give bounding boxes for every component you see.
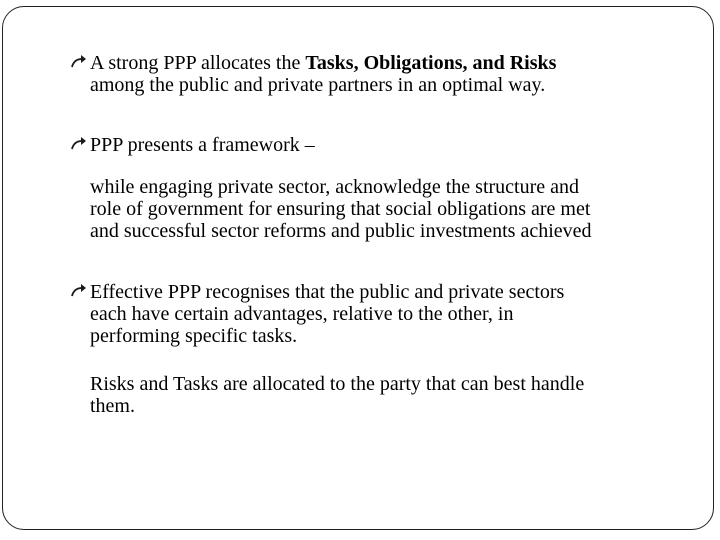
- bullet-3-line-3: performing specific tasks.: [90, 325, 298, 347]
- curved-arrow-bullet-icon: [70, 282, 88, 302]
- bullet-item-framework: [0, 134, 720, 156]
- bullet-item-ppp-allocation: [0, 52, 720, 96]
- paragraph-1-line-2: role of government for ensuring that social obligations are met: [90, 198, 591, 220]
- bullet-item-effective-ppp: [0, 281, 720, 347]
- bullet-1-line-1: [0, 52, 720, 74]
- bullet-1-line-2: among the public and private partners in an optimal way.: [90, 74, 546, 96]
- paragraph-framework-detail: [90, 176, 710, 242]
- paragraph-risk-allocation: [90, 373, 710, 417]
- bullet-3-line-2: each have certain advantages, relative to the other, in: [90, 303, 514, 325]
- bullet-1-text: A strong PPP allocates the: [90, 52, 306, 74]
- bullet-3-line-1: Effective PPP recognises that the public and private sectors: [90, 281, 565, 303]
- curved-arrow-bullet-icon: [70, 135, 88, 155]
- bullet-2-line-1: PPP presents a framework –: [90, 134, 315, 156]
- bullet-1-bold-text: Tasks, Obligations, and Risks: [305, 52, 557, 74]
- paragraph-2-line-1: Risks and Tasks are allocated to the party that can best handle: [90, 373, 585, 395]
- paragraph-2-line-2: them.: [90, 395, 135, 417]
- paragraph-1-line-3: and successful sector reforms and public investments achieved: [90, 220, 592, 242]
- paragraph-1-line-1: while engaging private sector, acknowledge the structure and: [90, 176, 580, 198]
- curved-arrow-bullet-icon: [70, 53, 88, 73]
